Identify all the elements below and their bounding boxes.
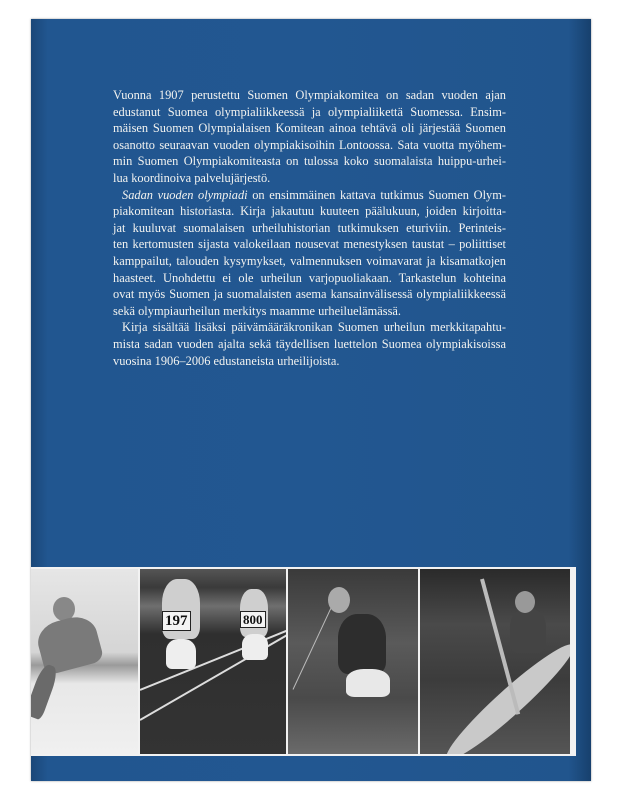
paragraph-1	[113, 87, 506, 187]
text-line: mista sadan vuoden ajalta sekä täydellisen luettelon Suomea olympiakisoissa	[113, 336, 506, 351]
photo-javelin-thrower	[288, 569, 418, 754]
thrower-shorts	[346, 669, 390, 697]
paragraph-3	[113, 319, 506, 369]
blurb-text	[113, 87, 506, 369]
runner-2-shorts	[242, 634, 268, 660]
photo-runners	[140, 569, 286, 754]
kayaker	[510, 609, 546, 653]
text-line: lua koordinoiva palvelujärjestö.	[113, 170, 271, 185]
bib-number: 197	[162, 611, 191, 631]
text-line: ovat myös Suomen ja suomalaisten asema kansainvälisessä olympialiikkeessä	[113, 287, 506, 302]
photo-kayaker	[420, 569, 570, 754]
text-line: vuosina 1906–2006 edustaneista urheilijoista.	[113, 353, 340, 368]
skater-leg	[31, 663, 60, 721]
text-line: jat kuuluvat suomalaisen urheiluhistorian tutkimuksen eturiviin. Perinteis-	[113, 220, 506, 235]
text-line: osanotto seuraavan vuoden olympiakisoihin Lontoossa. Sata vuotta myöhem-	[113, 137, 506, 152]
text-line: mäisen Suomen Olympialaisen Komitean ainoa tehtävä oli järjestää Suomen	[113, 121, 506, 136]
runner-1-shorts	[166, 639, 196, 669]
bib-number: 800	[240, 611, 266, 628]
photo-speed-skater	[31, 569, 138, 754]
thrower-shirt	[338, 614, 386, 674]
text-line: haasteet. Unohdettu ei ole urheilun varjopuoliakaan. Tarkastelun kohteina	[113, 270, 506, 285]
text-line: ten kertomusten sijasta valokeilaan nousevat menestyksen taustat – poliittiset	[113, 237, 506, 252]
photo-strip	[31, 567, 576, 756]
text-line: Kirja sisältää lisäksi päivämääräkronikan Suomen urheilun merkkitapahtu-	[122, 320, 506, 335]
thrower-head	[328, 587, 350, 613]
text-line: Vuonna 1907 perustettu Suomen Olympiakomitea on sadan vuoden ajan	[113, 88, 506, 102]
text-line	[113, 187, 506, 204]
text-line: kamppailut, talouden kysymykset, valmennuksen voimavarat ja kisamatkojen	[113, 253, 506, 268]
paragraph-2	[113, 187, 506, 320]
text-line: piakomitean historiasta. Kirja jakautuu kuuteen päälukuun, joiden kirjoitta-	[113, 204, 506, 219]
text-line: sekä olympiaurheilun merkitys maamme urheiluelämässä.	[113, 303, 401, 318]
kayaker-head	[515, 591, 535, 613]
text-line: edustanut Suomea olympialiikkeessä ja olympialiikettä Suomessa. Ensim-	[113, 104, 506, 119]
book-title-italic: Sadan vuoden olympiadi	[122, 187, 248, 202]
text-line: min Suomen Olympiakomiteasta on tulossa koko suomalaista huippu-urhei-	[113, 154, 506, 169]
text-fragment: on ensimmäinen kattava tutkimus Suomen Olym-	[247, 187, 506, 202]
